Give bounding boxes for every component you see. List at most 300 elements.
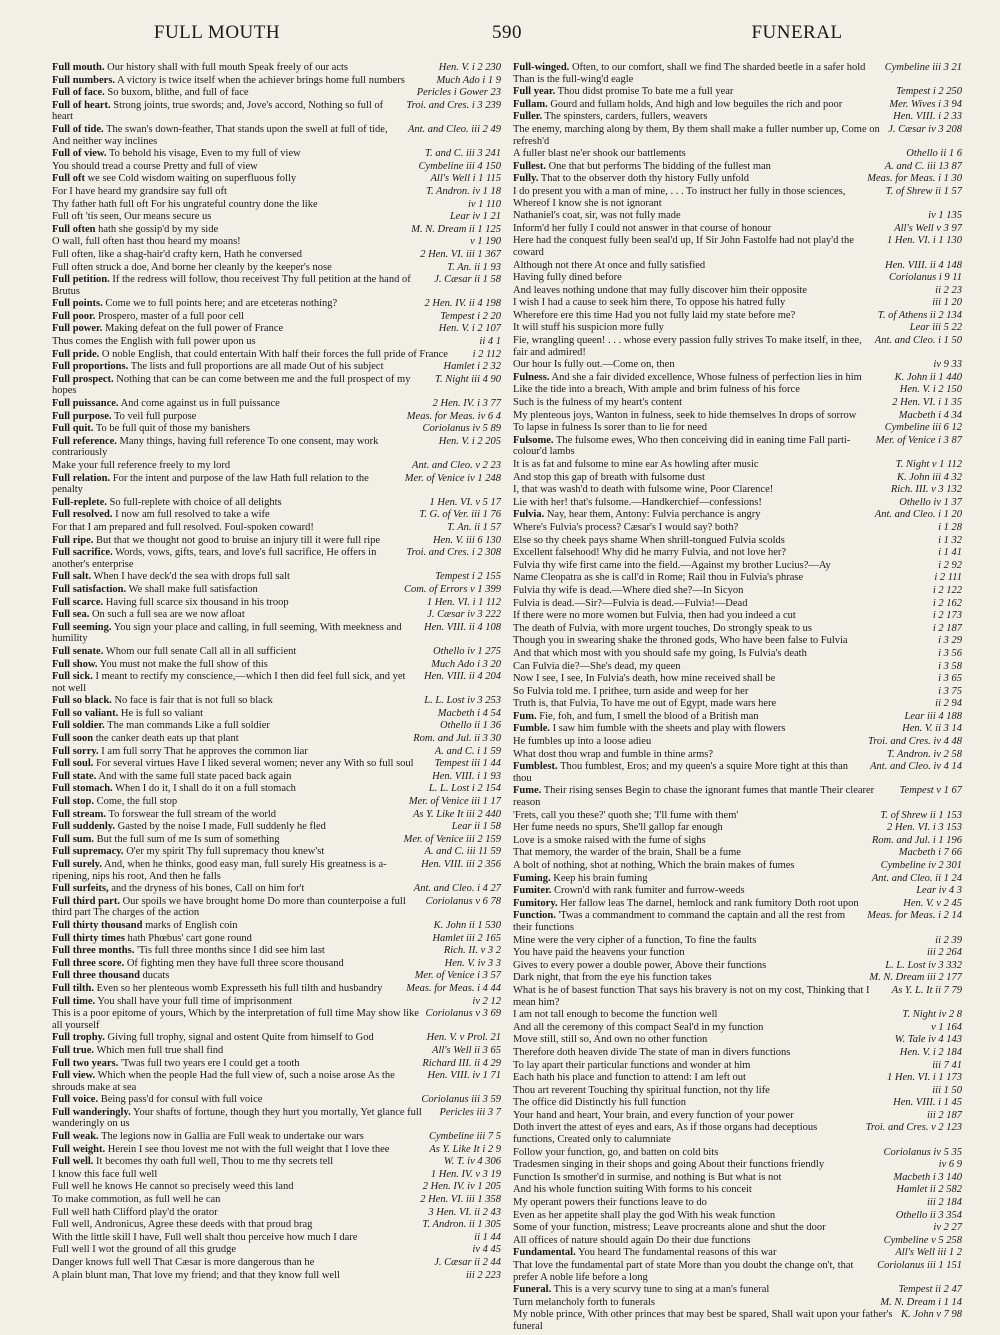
entry-reference: Tempest iii 1 44 [434, 758, 501, 770]
concordance-entry [52, 1070, 501, 1093]
concordance-entry [513, 985, 962, 1008]
entry-reference: Ant. and Cleo. i 1 20 [874, 509, 962, 521]
concordance-entry [513, 873, 962, 885]
entry-quotation: This is a poor epitome of yours, Which by the interpretation of full time May show like all yourself [52, 1008, 419, 1031]
entry-reference: iv 1 110 [467, 198, 501, 210]
entry-reference: Mer. Wives i 3 94 [889, 98, 962, 110]
entry-quotation: Truth is, that Fulvia, To have me out of Egypt, made wars here [513, 698, 777, 710]
entry-headword: Full quit. [52, 423, 94, 435]
entry-quotation: Where's Fulvia's process? Cæsar's I would say? both? [513, 521, 739, 533]
concordance-entry [513, 661, 962, 673]
entry-quotation: And stop this gap of breath with fulsome dust [513, 471, 705, 483]
entry-reference: v 1 164 [931, 1021, 962, 1033]
entry-reference: T. An. ii 1 57 [447, 521, 501, 533]
entry-headword: Full puissance. [52, 398, 119, 410]
entry-reference: K. John iii 4 32 [896, 471, 962, 483]
entry-headword: Full three months. [52, 945, 135, 957]
concordance-entry [52, 161, 501, 173]
entry-headword: Fumitory. [513, 897, 558, 909]
entry-headword: Full-replete. [52, 496, 107, 508]
entry-quotation: With the little skill I have, Full well shalt thou perceive how much I dare [52, 1231, 358, 1243]
entry-quotation: I now am full resolved to take a wife [115, 509, 270, 521]
concordance-entry [52, 1045, 501, 1057]
entry-reference: Hen. VIII. ii 4 108 [424, 621, 501, 633]
concordance-entry [52, 1219, 501, 1231]
concordance-entry [513, 835, 962, 847]
concordance-entry [513, 1309, 962, 1332]
entry-quotation: Thou art reverent Touching thy spiritual function, not thy life [513, 1084, 770, 1096]
entry-reference: Hen. V. i 2 205 [438, 435, 501, 447]
entry-quotation: ducats [142, 970, 170, 982]
entry-headword: Fulness. [513, 371, 550, 383]
entry-quotation: Like the tide into a breach, With ample and brim fulness of his force [513, 384, 800, 396]
entry-quotation: Keep his brain fuming [553, 872, 648, 884]
concordance-entry [513, 422, 962, 434]
entry-reference: Troi. and Cres. i 3 239 [406, 99, 501, 111]
concordance-entry [513, 223, 962, 235]
concordance-entry [513, 260, 962, 272]
concordance-entry [513, 1060, 962, 1072]
entry-reference: i 3 65 [938, 673, 962, 685]
concordance-entry [513, 1297, 962, 1309]
entry-reference: iii 2 223 [465, 1269, 501, 1281]
entry-quotation: One that but performs The bidding of the fullest man [548, 160, 771, 172]
entry-reference: M. N. Dream ii 1 125 [411, 223, 501, 235]
concordance-entry [52, 883, 501, 895]
concordance-entry [513, 910, 962, 933]
entry-reference: i 2 173 [932, 610, 962, 622]
entry-reference: A. and C. iii 11 59 [424, 846, 501, 858]
entry-quotation: Gourd and fullam holds, And high and low beguiles the rich and poor [550, 98, 843, 110]
entry-quotation: Function Is smother'd in surmise, and nothing is But what is not [513, 1171, 782, 1183]
entry-headword: Fullam. [513, 98, 548, 110]
entry-reference: 2 Hen. VI. i 3 153 [887, 822, 962, 834]
entry-quotation: Crown'd with rank fumiter and furrow-weeds [554, 885, 745, 897]
entry-reference: Much Ado i 3 20 [431, 658, 501, 670]
entry-reference: Cymbeline iii 4 150 [418, 160, 501, 172]
concordance-entry [513, 297, 962, 309]
entry-quotation: You shall have your full time of imprisonment [97, 995, 293, 1007]
entry-quotation: Full often struck a doe, And borne her cleanly by the keeper's nose [52, 261, 332, 273]
entry-reference: Hen. V. v 2 45 [903, 897, 962, 909]
concordance-entry [52, 609, 501, 621]
entry-reference: Hen. V. i 2 107 [438, 323, 501, 335]
concordance-entry [513, 1110, 962, 1122]
concordance-entry [52, 62, 501, 74]
entry-headword: Full stop. [52, 796, 95, 808]
entry-reference: Hen. V. i 2 230 [438, 62, 501, 73]
entry-reference: L. L. Lost iv 3 253 [424, 695, 501, 707]
entry-reference: Coriolanus iii 3 59 [421, 1094, 501, 1106]
concordance-entry [52, 224, 501, 236]
entry-reference: Hen. VIII. iii 2 356 [421, 859, 501, 870]
entry-quotation: Make your full reference freely to my lord [52, 460, 231, 471]
entry-quotation: Come, the full stop [96, 796, 178, 808]
entry-reference: Hen. V. ii 3 14 [902, 723, 962, 735]
entry-reference: Tempest i 2 20 [440, 310, 501, 322]
entry-quotation: What is he of basest function That says his bravery is not on my cost, Thinking that I mean him? [513, 984, 870, 1008]
entry-quotation: And come against us in full puissance [120, 398, 280, 410]
entry-reference: Hen. VIII. ii 4 148 [885, 259, 962, 271]
entry-reference: Lear iv 4 3 [916, 885, 962, 897]
entry-headword: Full seeming. [52, 621, 112, 633]
entry-reference: i 1 32 [938, 534, 962, 546]
concordance-entry [513, 359, 962, 371]
concordance-entry [513, 898, 962, 910]
concordance-entry [52, 311, 501, 323]
entry-quotation: Lie with her! that's fulsome.—Handkerchief—confessions! [513, 496, 762, 508]
concordance-entry [52, 896, 501, 919]
entry-quotation: I meant to rectify my conscience,—which I then did feel full sick, and yet not well [52, 671, 406, 694]
concordance-entry [513, 397, 962, 409]
entry-reference: i 3 56 [938, 647, 962, 659]
entry-reference: iii 2 187 [926, 1109, 962, 1121]
entry-quotation: On such a full sea are we now afloat [91, 609, 245, 621]
entry-quotation: My noble prince, With other princes that may best be spared, Shall wait upon your father's funeral [513, 1309, 893, 1332]
entry-quotation: A fuller blast ne'er shook our battlements [513, 148, 686, 160]
entry-quotation: Excellent falsehood! Why did he marry Fulvia, and not love her? [513, 547, 787, 559]
entry-reference: i 1 28 [938, 521, 962, 533]
entry-headword: Full oft [52, 173, 85, 185]
entry-reference: iii 1 50 [932, 1084, 962, 1096]
entry-quotation: Here had the conquest fully been seal'd up, If Sir John Fastolfe had not play'd the coward [513, 235, 854, 258]
entry-reference: 1 Hen. VI. v 5 17 [429, 496, 501, 508]
entry-headword: Full sacrifice. [52, 547, 113, 559]
entry-reference: Tempest i 2 250 [896, 86, 962, 98]
concordance-entry [513, 173, 962, 185]
entry-quotation: And, when he thinks, good easy man, full surely His greatness is a-ripening, nips his root, And then he falls [52, 859, 387, 882]
concordance-entry [52, 249, 501, 261]
entry-reference: K. John v 7 98 [901, 1309, 962, 1321]
concordance-entry [52, 859, 501, 882]
entry-quotation: And that which most with you should safe my going, Is Fulvia's death [513, 647, 807, 659]
entry-quotation: Nay, hear them, Antony: Fulvia perchance is angry [546, 509, 761, 521]
entry-quotation: Full well I wot the ground of all this grudge [52, 1244, 237, 1256]
entry-headword: Full tilth. [52, 982, 95, 994]
entry-quotation: Danger knows full well That Cæsar is more dangerous than he [52, 1257, 315, 1268]
entry-reference: ii 2 39 [935, 934, 962, 946]
concordance-entry [52, 1194, 501, 1206]
entry-reference: All's Well iii 1 2 [895, 1247, 962, 1259]
entry-quotation: Though you in swearing shake the throned gods, Who have been false to Fulvia [513, 635, 848, 647]
entry-reference: L. L. Lost iv 3 332 [885, 959, 962, 971]
entry-quotation: You must not make the full show of this [99, 658, 268, 670]
entry-reference: 1 Hen. VI. i 1 130 [887, 235, 962, 247]
entry-quotation: Therefore doth heaven divide The state of man in divers functions [513, 1046, 791, 1058]
entry-reference: Tempest v 1 67 [899, 785, 962, 797]
entry-reference: Mer. of Venice i 3 87 [875, 434, 962, 446]
concordance-entry [513, 847, 962, 859]
entry-quotation: For several virtues Have I liked several women; never any With so full soul [96, 758, 414, 770]
concordance-entry [52, 509, 501, 521]
entry-quotation: That memory, the warder of the brain, Shall be a fume [513, 847, 741, 859]
entry-reference: A. and C. iii 13 87 [884, 160, 962, 172]
entry-headword: Full satisfaction. [52, 583, 127, 595]
entry-reference: T. of Shrew ii 1 153 [880, 809, 962, 821]
entry-headword: Fum. [513, 710, 537, 722]
entry-reference: Ant. and Cleo. iii 2 49 [407, 123, 501, 135]
entry-quotation: To be full quit of those my banishers [95, 423, 250, 435]
entry-reference: ii 2 94 [935, 698, 962, 710]
entry-quotation: And leaves nothing undone that may fully discover him their opposite [513, 284, 807, 296]
entry-reference: i 2 187 [932, 622, 962, 634]
concordance-entry [52, 323, 501, 335]
entry-reference: Ant. and Cleo. ii 1 24 [871, 872, 962, 884]
concordance-entry [52, 720, 501, 732]
concordance-entry [513, 472, 962, 484]
concordance-entry [52, 996, 501, 1008]
entry-quotation: Thou fumblest, Eros; and my queen's a squire More tight at this than thou [513, 761, 849, 784]
entry-headword: Funeral. [513, 1284, 552, 1296]
entry-reference: iii 7 41 [932, 1059, 962, 1071]
entry-quotation: That love the fundamental part of state More than you doubt the change on't, that prefer A noble life before a long [513, 1260, 854, 1283]
entry-reference: Hen. V. iii 6 130 [432, 534, 501, 546]
concordance-entry [513, 1235, 962, 1247]
entry-quotation: When I have deck'd the sea with drops full salt [93, 571, 290, 583]
concordance-entry [52, 398, 501, 410]
entry-headword: Full year. [513, 86, 556, 98]
entry-quotation: Doth invert the attest of eyes and ears, As if those organs had deceptious functions, Created only to calumniate [513, 1122, 818, 1146]
entry-reference: Troi. and Cres. iv 4 48 [867, 736, 962, 748]
entry-headword: Full pride. [52, 348, 100, 360]
page-number: 590 [492, 22, 522, 43]
entry-headword: Full three thousand [52, 970, 140, 982]
entry-reference: Pericles i Gower 23 [416, 87, 501, 99]
entry-quotation: It will stuff his suspicion more fully [513, 322, 664, 334]
entry-quotation: Full well hath Clifford play'd the orator [52, 1206, 218, 1218]
concordance-entry [513, 1197, 962, 1209]
concordance-entry [52, 497, 501, 509]
entry-headword: Full thirty times [52, 932, 125, 944]
concordance-entry [52, 199, 501, 211]
entry-reference: Hamlet i 2 32 [443, 361, 501, 373]
concordance-entry [52, 659, 501, 671]
concordance-entry [52, 733, 501, 745]
concordance-entry [513, 235, 962, 258]
entry-reference: T. Night iv 2 8 [902, 1009, 962, 1021]
entry-reference: Coriolanus iii 1 151 [877, 1260, 962, 1271]
concordance-entry [513, 860, 962, 872]
concordance-entry [513, 1172, 962, 1184]
entry-quotation: Making defeat on the full power of France [105, 323, 284, 335]
entry-headword: Full petition. [52, 274, 110, 286]
concordance-entry [513, 972, 962, 984]
concordance-entry [52, 1244, 501, 1256]
entry-quotation: I know this face full well [52, 1168, 158, 1180]
entry-reference: Troi. and Cres. v 2 123 [865, 1122, 962, 1134]
entry-reference: K. John ii 1 440 [894, 371, 962, 383]
entry-quotation: Such is the fulness of my heart's content [513, 397, 682, 409]
entry-quotation: O noble English, that could entertain With half their forces the full pride of France [101, 348, 448, 360]
entry-reference: i 2 112 [472, 348, 501, 360]
entry-reference: W. T. iv 4 306 [443, 1156, 501, 1168]
entry-headword: Fully. [513, 173, 539, 185]
entry-quotation: Fulvia is dead.—Sir?—Fulvia is dead.—Fulvia!—Dead [513, 597, 748, 609]
concordance-entry [513, 435, 962, 458]
entry-quotation: Now I see, I see, In Fulvia's death, how mine received shall be [513, 673, 776, 685]
entry-quotation: Name Cleopatra as she is call'd in Rome; Rail thou in Fulvia's phrase [513, 572, 804, 584]
entry-quotation: So full-replete with choice of all delights [109, 496, 282, 508]
entry-quotation: To forswear the full stream of the world [108, 808, 277, 820]
entry-quotation: A bolt of nothing, shot at nothing, Which the brain makes of fumes [513, 860, 795, 871]
concordance-entry [513, 673, 962, 685]
entry-reference: All's Well v 3 97 [894, 222, 962, 234]
entry-reference: Lear iv 1 21 [449, 211, 501, 223]
entry-reference: i 2 162 [932, 597, 962, 609]
concordance-entry [52, 1257, 501, 1269]
concordance-entry [513, 585, 962, 597]
entry-reference: T. Night iii 4 90 [434, 373, 501, 385]
entry-headword: Full purpose. [52, 410, 112, 422]
entry-reference: Hamlet ii 2 582 [896, 1184, 962, 1196]
entry-headword: Fumblest. [513, 761, 558, 773]
entry-quotation: The enemy, marching along by them, By them shall make a fuller number up, Come on refresh'd [513, 123, 880, 147]
entry-quotation: Fulvia thy wife is dead.—Where died she?—In Sicyon [513, 584, 744, 596]
concordance-entry [52, 622, 501, 645]
header-first-word: FULL MOUTH [153, 22, 281, 43]
entry-quotation: Tradesmen singing in their shops and going About their functions friendly [513, 1159, 825, 1171]
entry-reference: Mer. of Venice iii 1 17 [408, 796, 501, 808]
entry-quotation: Full well, Andronicus, Agree these deeds with that proud brag [52, 1219, 313, 1231]
entry-headword: Full mouth. [52, 62, 105, 73]
entry-reference: J. Cæsar iv 3 222 [427, 609, 501, 621]
concordance-entry [513, 497, 962, 509]
entry-reference: Othello iv 1 275 [433, 645, 501, 657]
entry-reference: Lear iii 4 188 [904, 710, 962, 722]
concordance-entry [52, 846, 501, 858]
concordance-entry [52, 1232, 501, 1244]
entry-quotation: If there were no more women but Fulvia, then had you indeed a cut [513, 610, 796, 622]
concordance-entry [52, 473, 501, 496]
concordance-entry [513, 1122, 962, 1145]
concordance-entry [513, 810, 962, 822]
entry-quotation: It is as fat and fulsome to mine ear As howling after music [513, 459, 759, 470]
concordance-entry [52, 983, 501, 995]
entry-quotation: Even so her plenteous womb Expresseth his full tilth and husbandry [96, 982, 383, 994]
concordance-entry [513, 410, 962, 422]
concordance-entry [52, 584, 501, 596]
entry-quotation: The spinsters, carders, fullers, weavers [544, 111, 708, 123]
entry-quotation: Which men full true shall find [96, 1044, 224, 1056]
concordance-entry [513, 960, 962, 972]
entry-quotation: Often, to our comfort, shall we find The sharded beetle in a safer hold Than is the full-wing'd eagle [513, 62, 866, 85]
entry-quotation: hath she gossip'd by my side [98, 223, 219, 235]
entry-quotation: I saw him fumble with the sheets and play with flowers [552, 723, 786, 735]
entry-reference: T. and C. iii 3 241 [425, 148, 501, 160]
entry-reference: Lear ii 1 58 [451, 821, 501, 833]
concordance-entry [513, 686, 962, 698]
concordance-entry [52, 1008, 501, 1031]
entry-quotation: To behold his visage, Even to my full of view [108, 148, 301, 160]
entry-reference: M. N. Dream iii 2 177 [869, 972, 962, 984]
entry-reference: Tempest ii 2 47 [898, 1284, 962, 1296]
entry-quotation: 'Frets, call you these?' quoth she; 'I'll fume with them' [513, 809, 739, 821]
concordance-entry [513, 1034, 962, 1046]
concordance-entry [513, 372, 962, 384]
entry-reference: Meas. for Meas. i 2 14 [867, 910, 962, 922]
concordance-entry [513, 124, 962, 147]
concordance-entry [52, 298, 501, 310]
entry-quotation: Nathaniel's coat, sir, was not fully made [513, 210, 681, 222]
entry-quotation: What dost thou wrap and fumble in thine arms? [513, 748, 714, 760]
entry-quotation: Her fallow leas The darnel, hemlock and rank fumitory Doth root upon [560, 897, 859, 909]
concordance-entry [52, 1131, 501, 1143]
entry-headword: Full soon [52, 733, 94, 745]
concordance-entry [513, 62, 962, 85]
entry-quotation: But that we thought not good to bruise an injury till it were full ripe [96, 534, 381, 546]
entry-headword: Full well. [52, 1156, 94, 1168]
page-header [52, 22, 962, 52]
concordance-entry [513, 947, 962, 959]
entry-headword: Full weight. [52, 1143, 106, 1155]
concordance-entry [52, 758, 501, 770]
concordance-entry [513, 598, 962, 610]
entry-reference: Macbeth i 3 140 [893, 1171, 962, 1183]
concordance-entry [513, 698, 962, 710]
entry-reference: 1 Hen. VI. i 1 173 [887, 1072, 962, 1084]
entry-quotation: Else so thy cheek pays shame When shrill-tongued Fulvia scolds [513, 534, 785, 546]
entry-headword: Full resolved. [52, 509, 113, 521]
entry-quotation: Full often, like a shag-hair'd crafty kern, Hath he conversed [52, 248, 303, 260]
entry-quotation: I am full sorry That he approves the common liar [101, 745, 308, 757]
entry-quotation: And all the ceremony of this compact Seal'd in my function [513, 1021, 764, 1033]
entry-quotation: Nothing that can be can come between me and the full prospect of my hopes [52, 373, 411, 397]
entry-quotation: I wish I had a cause to seek him there, To oppose his hatred fully [513, 297, 786, 309]
entry-reference: Coriolanus i 9 11 [888, 272, 962, 284]
entry-reference: Cymbeline iii 3 21 [884, 62, 962, 73]
entry-headword: Full surely. [52, 859, 102, 870]
entry-reference: Hen. VIII. i 2 33 [893, 111, 962, 123]
concordance-entry [52, 695, 501, 707]
entry-quotation: Herein I see thou lovest me not with the full weight that I love thee [107, 1143, 390, 1155]
entry-reference: Rich. III. v 3 132 [890, 484, 962, 496]
entry-quotation: Fie, foh, and fum, I smell the blood of a British man [539, 710, 759, 722]
entry-reference: i 3 58 [938, 660, 962, 672]
entry-quotation: So buxom, blithe, and full of face [107, 87, 249, 99]
entry-reference: iv 2 27 [933, 1222, 962, 1234]
entry-reference: T. Night v 1 112 [895, 459, 962, 470]
concordance-entry [52, 1207, 501, 1219]
entry-quotation: A victory is twice itself when the achiever brings home full numbers [117, 74, 405, 86]
concordance-entry [513, 935, 962, 947]
entry-quotation: Prospero, master of a full poor cell [98, 310, 245, 322]
entry-reference: Hen. V. v Prol. 21 [426, 1032, 501, 1044]
entry-quotation: We shall make full satisfaction [128, 583, 258, 595]
entry-quotation: Our history shall with full mouth Speak freely of our acts [107, 62, 349, 73]
concordance-entry [513, 1260, 962, 1283]
entry-reference: Hen. VIII. i 1 45 [893, 1097, 962, 1109]
entry-reference: As Y. L. It ii 7 79 [891, 984, 962, 996]
entry-reference: iv 2 12 [472, 995, 501, 1007]
entry-reference: Othello ii 1 36 [440, 720, 501, 732]
entry-headword: Function. [513, 910, 556, 922]
entry-reference: Meas. for Meas. i 1 30 [867, 173, 962, 185]
entry-quotation: Having full scarce six thousand in his troop [105, 596, 289, 608]
entry-quotation: 'Twas a commandment to command the captain and all the rest from their functions [513, 910, 846, 933]
entry-quotation: the canker death eats up that plant [95, 733, 239, 745]
concordance-entry [52, 173, 501, 185]
entry-reference: Coriolanus iv 5 89 [422, 423, 501, 435]
entry-quotation: Being pass'd for consul with full voice [100, 1094, 263, 1106]
concordance-entry [513, 1147, 962, 1159]
concordance-entry [52, 374, 501, 397]
concordance-entry [513, 186, 962, 209]
entry-quotation: Inform'd her fully I could not answer in that course of honour [513, 222, 772, 234]
entry-headword: Full three score. [52, 957, 125, 969]
entry-reference: Cymbeline iii 6 12 [884, 422, 962, 434]
concordance-entry [513, 111, 962, 123]
entry-quotation: This is a very scurvy tune to sing at a man's funeral [553, 1284, 770, 1296]
